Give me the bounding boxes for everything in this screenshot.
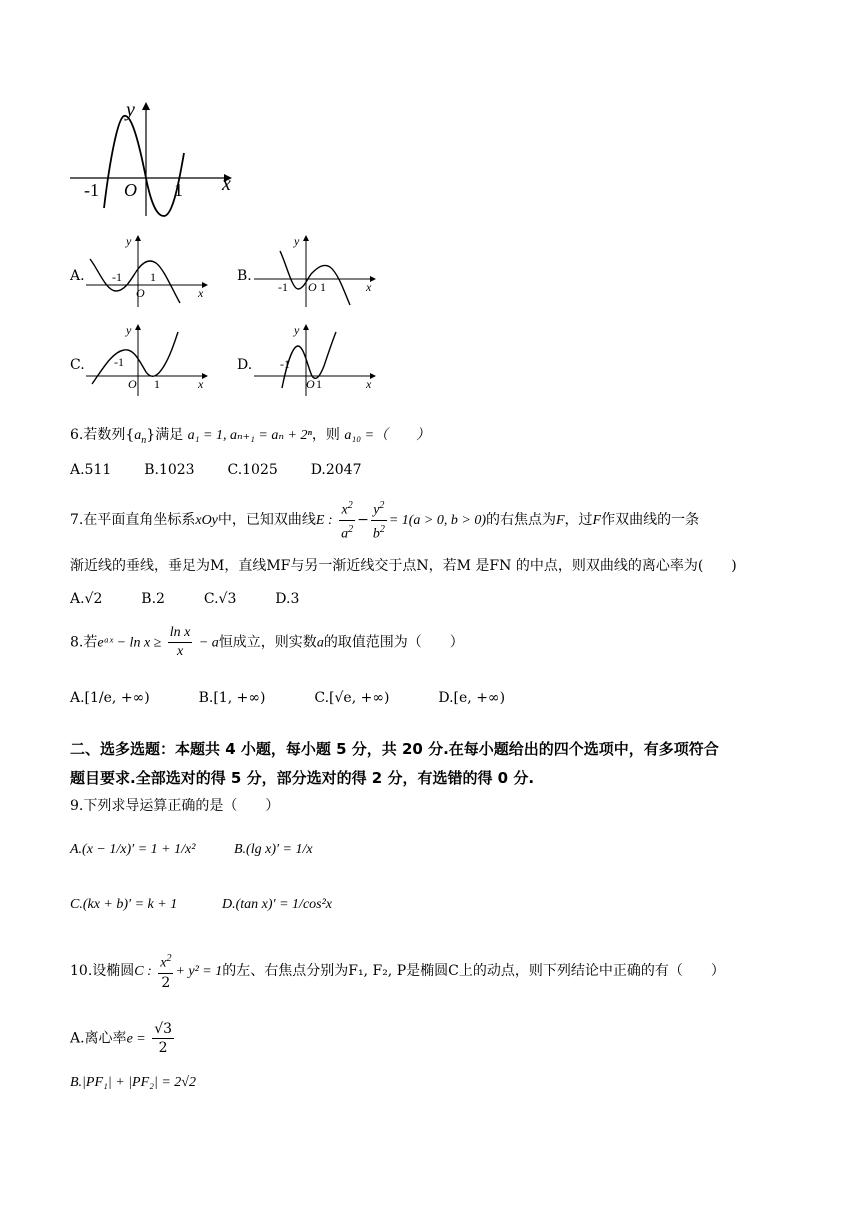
q5-option-a-label: A.: [70, 268, 85, 284]
q10-stem: 10.设椭圆C : $\frac{x^2}{2}$ + y² = 1的左、右焦点分别为F₁, F₂, P是椭圆C上的动点，则下列结论中正确的有（ ）: [70, 950, 725, 992]
q9-option-a[interactable]: A.(x − 1/x)′ = 1 + 1/x²: [70, 842, 196, 857]
svg-text:y: y: [294, 323, 300, 337]
q10-option-a[interactable]: A.离心率e = $\frac{√3}{2}$: [70, 1021, 173, 1056]
svg-text:-1: -1: [278, 280, 288, 294]
q10-option-b[interactable]: B.|PF₁| + |PF₂| = 2√2: [70, 1075, 196, 1090]
q5-option-a-graph: [84, 233, 214, 309]
svg-text:y: y: [294, 234, 300, 248]
svg-text:O: O: [306, 377, 315, 391]
svg-text:y: y: [126, 234, 132, 248]
svg-text:1: 1: [150, 270, 156, 284]
q8-option-d[interactable]: D.[e, +∞): [438, 690, 506, 706]
q5-option-c-graph: [84, 322, 214, 398]
section2-line2: 题目要求.全部选对的得 5 分，部分选对的得 2 分，有选错的得 0 分.: [70, 769, 535, 787]
q6-option-c[interactable]: C.1025: [227, 462, 278, 478]
q8-options: [70, 690, 505, 706]
q8-option-b[interactable]: B.[1, +∞): [198, 690, 266, 706]
q5-option-d-graph: [252, 322, 382, 398]
q7-option-d[interactable]: D.3: [275, 591, 300, 607]
q5-option-b-graph: [252, 233, 382, 309]
tick-1: 1: [174, 180, 183, 200]
q6-stem: 6.若数列$\{a_n\}$满足 a₁ = 1, aₙ₊₁ = aₙ + 2ⁿ，则 a₁₀ =（ ）: [70, 427, 431, 446]
q6-options: [70, 462, 362, 478]
svg-text:-1: -1: [114, 355, 124, 369]
q7-stem-line2: 渐近线的垂线，垂足为M，直线MF与另一渐近线交于点N，若M 是FN 的中点，则双曲线的离心率为( ): [70, 558, 737, 574]
q7-stem-line1: 7.在平面直角坐标系xOy中，已知双曲线E : $\frac{x^2}{a^2}$ − $\frac{y^2}{b^2}$ = 1(a > 0, b > 0)的右焦点为F，过F作双曲线的一条: [70, 497, 699, 543]
q7-option-c[interactable]: C.√3: [203, 591, 237, 607]
svg-text:O: O: [128, 377, 137, 391]
origin-label: O: [124, 180, 137, 200]
q6-option-d[interactable]: D.2047: [310, 462, 362, 478]
x-axis-label: x: [222, 173, 231, 195]
svg-text:x: x: [366, 280, 372, 294]
curve: [104, 116, 184, 216]
svg-text:O: O: [308, 280, 317, 294]
svg-text:y: y: [126, 323, 132, 337]
svg-text:x: x: [198, 286, 204, 300]
q5-option-b-label: B.: [237, 268, 252, 284]
svg-text:1: 1: [320, 280, 326, 294]
svg-text:1: 1: [154, 377, 160, 391]
svg-text:-1: -1: [280, 357, 290, 371]
q6-option-b[interactable]: B.1023: [144, 462, 195, 478]
q6-option-a[interactable]: A.511: [70, 462, 112, 478]
q9-option-d[interactable]: D.(tan x)′ = 1/cos²x: [222, 897, 333, 912]
q9-option-b[interactable]: B.(lg x)′ = 1/x: [234, 842, 313, 857]
svg-text:-1: -1: [112, 270, 122, 284]
section2-line1: 二、选多选题：本题共 4 小题，每小题 5 分，共 20 分.在每小题给出的四个选项中，有多项符合: [70, 740, 719, 758]
q7-option-a[interactable]: A.√2: [70, 591, 103, 607]
svg-text:x: x: [198, 377, 204, 391]
q8-stem: 8.若eᵃˣ − ln x ≥ $\frac{\text{ln x}}{x}$ − a恒成立，则实数a的取值范围为（ ）: [70, 625, 464, 659]
q7-options: [70, 591, 299, 607]
svg-text:x: x: [366, 377, 372, 391]
svg-text:1: 1: [316, 377, 322, 391]
q5-option-c-label: C.: [70, 357, 85, 373]
tick-neg1: -1: [84, 180, 99, 200]
q8-option-a[interactable]: A.[1/e, +∞): [70, 690, 150, 706]
q9-option-c[interactable]: C.(kx + b)′ = k + 1: [70, 897, 178, 912]
q9-stem: 9.下列求导运算正确的是（ ）: [70, 798, 280, 814]
y-axis-arrow: [142, 102, 150, 110]
q7-option-b[interactable]: B.2: [141, 591, 165, 607]
q5-option-d-label: D.: [237, 357, 253, 373]
q8-option-c[interactable]: C.[√e, +∞): [314, 690, 390, 706]
y-axis-label: y: [126, 99, 135, 121]
main-function-graph: [66, 98, 236, 220]
svg-text:O: O: [136, 286, 145, 300]
